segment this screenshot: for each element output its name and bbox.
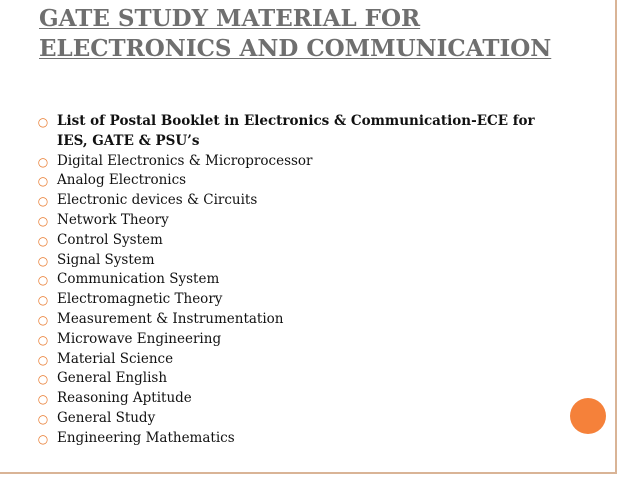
list-item xyxy=(36,330,576,350)
list-item xyxy=(36,251,576,271)
list-item-text: Electromagnetic Theory xyxy=(57,291,223,308)
list-item-text: General Study xyxy=(57,409,156,426)
decorative-orange-circle xyxy=(570,398,606,434)
bullet-icon: ○ xyxy=(37,431,49,446)
bullet-icon: ○ xyxy=(37,273,49,288)
list-item xyxy=(36,350,576,370)
bullet-icon: ○ xyxy=(37,332,49,347)
list-item-text: Communication System xyxy=(57,271,220,288)
list-item xyxy=(36,409,576,429)
bullet-icon: ○ xyxy=(37,233,49,248)
list-item-text: List of Postal Booklet in Electronics & Communication-ECE for IES, GATE & PSU’s xyxy=(57,113,535,149)
list-item-text: Measurement & Instrumentation xyxy=(57,310,284,327)
list-item-text: Network Theory xyxy=(57,211,169,228)
list-item xyxy=(36,112,576,152)
list-item-text: Reasoning Aptitude xyxy=(57,390,192,407)
list-item xyxy=(36,290,576,310)
list-item xyxy=(36,211,576,231)
list-item-text: Signal System xyxy=(57,251,155,268)
list-item xyxy=(36,191,576,211)
slide-frame-right-border xyxy=(615,0,617,472)
bullet-icon: ○ xyxy=(37,194,49,209)
bullet-icon: ○ xyxy=(37,154,49,169)
bullet-icon: ○ xyxy=(37,312,49,327)
list-item-text: Material Science xyxy=(57,350,174,367)
list-item xyxy=(36,231,576,251)
list-item xyxy=(36,389,576,409)
list-item xyxy=(36,171,576,191)
list-item-text: Microwave Engineering xyxy=(57,330,222,347)
bullet-icon: ○ xyxy=(37,253,49,268)
list-item-text: Digital Electronics & Microprocessor xyxy=(57,152,313,169)
bullet-icon: ○ xyxy=(37,352,49,367)
list-item xyxy=(36,152,576,172)
list-item-text: Analog Electronics xyxy=(57,172,187,189)
bullet-icon: ○ xyxy=(37,411,49,426)
bullet-list xyxy=(36,112,576,449)
slide-frame-bottom-border xyxy=(0,472,617,474)
list-item-text: Engineering Mathematics xyxy=(57,429,235,446)
list-item xyxy=(36,369,576,389)
list-item xyxy=(36,310,576,330)
list-item-text: Control System xyxy=(57,231,163,248)
list-item-text: Electronic devices & Circuits xyxy=(57,192,258,209)
bullet-icon: ○ xyxy=(37,392,49,407)
list-item xyxy=(36,270,576,290)
bullet-icon: ○ xyxy=(37,213,49,228)
bullet-icon: ○ xyxy=(37,115,49,129)
bullet-icon: ○ xyxy=(37,174,49,189)
slide-title: GATE STUDY MATERIAL FOR ELECTRONICS AND COMMUNICATION xyxy=(39,5,552,62)
list-item xyxy=(36,429,576,449)
bullet-icon: ○ xyxy=(37,372,49,387)
list-item-text: General English xyxy=(57,370,168,387)
bullet-icon: ○ xyxy=(37,293,49,308)
